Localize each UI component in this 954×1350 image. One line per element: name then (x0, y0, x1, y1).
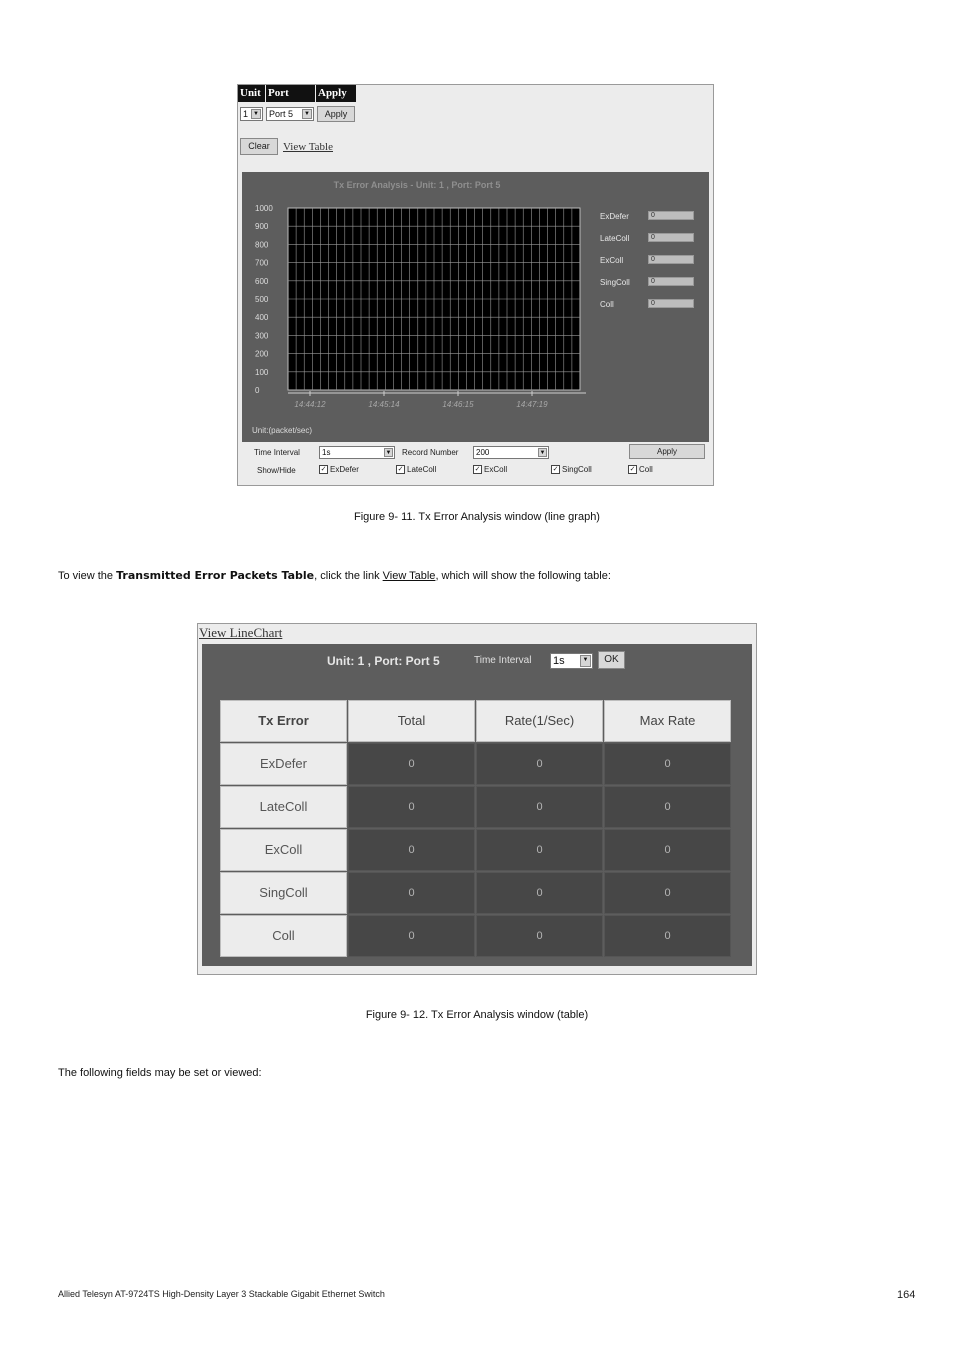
time-interval-select[interactable]: 1s ▼ (319, 446, 395, 459)
y-tick-label: 0 (255, 386, 260, 395)
row-label-coll: Coll (220, 915, 347, 957)
port-header: Port (266, 85, 315, 102)
unit-select[interactable]: 1 ▼ (240, 107, 263, 121)
row-label-exdefer: ExDefer (220, 743, 347, 785)
row-label-singcoll: SingColl (220, 872, 347, 914)
check-icon: ✓ (552, 466, 559, 474)
cell-rate: 0 (476, 743, 603, 785)
y-tick-label: 700 (255, 258, 269, 268)
check-icon: ✓ (397, 466, 404, 474)
x-tick-label: 14:46:15 (442, 400, 474, 409)
record-number-label: Record Number (402, 448, 459, 457)
col-header-tx-error: Tx Error (220, 700, 347, 742)
ok-button[interactable]: OK (598, 651, 625, 669)
unit-header: Unit (238, 85, 265, 102)
checkbox-coll[interactable]: ✓ Coll (629, 465, 653, 474)
check-icon: ✓ (320, 466, 327, 474)
y-tick-label: 300 (255, 331, 269, 341)
y-tick-label: 100 (255, 367, 269, 377)
legend-coll-label: Coll (600, 300, 614, 309)
checkbox-excoll[interactable]: ✓ ExColl (474, 465, 508, 474)
legend-excoll-label: ExColl (600, 256, 624, 265)
y-tick-label: 800 (255, 240, 269, 250)
controls-apply-button[interactable]: Apply (629, 444, 705, 459)
cell-max-rate: 0 (604, 829, 731, 871)
cell-total: 0 (348, 915, 475, 957)
cell-max-rate: 0 (604, 915, 731, 957)
legend-latecoll-value: 0 (648, 233, 694, 242)
legend-coll-value: 0 (648, 299, 694, 308)
y-tick-label: 200 (255, 349, 269, 359)
table-title: Unit: 1 , Port: Port 5 (327, 654, 440, 668)
checkbox-exdefer[interactable]: ✓ ExDefer (320, 465, 359, 474)
y-tick-label: 600 (255, 276, 269, 286)
check-icon: ✓ (474, 466, 481, 474)
page-number: 164 (897, 1289, 916, 1301)
footer-product: Allied Telesyn AT-9724TS High-Density Layer 3 Stackable Gigabit Ethernet Switch (58, 1289, 385, 1299)
cell-rate: 0 (476, 829, 603, 871)
checkbox-latecoll[interactable]: ✓ LateColl (397, 465, 437, 474)
view-linechart-link[interactable]: View LineChart (199, 625, 283, 640)
cell-max-rate: 0 (604, 743, 731, 785)
y-tick-label: 900 (255, 222, 269, 232)
row-label-latecoll: LateColl (220, 786, 347, 828)
apply-header: Apply (316, 85, 356, 102)
cell-max-rate: 0 (604, 872, 731, 914)
table-panel (202, 644, 752, 966)
port-select[interactable]: Port 5 ▼ (266, 107, 314, 121)
unit-label: Unit:(packet/sec) (252, 426, 313, 435)
chevron-down-icon: ▼ (302, 109, 312, 119)
paragraph-view-table: To view the Transmitted Error Packets Table, click the link View Table, which will show the following table: (58, 569, 611, 582)
chevron-down-icon: ▼ (580, 655, 591, 667)
cell-total: 0 (348, 829, 475, 871)
y-tick-label: 1000 (255, 204, 273, 213)
row-label-excoll: ExColl (220, 829, 347, 871)
table-time-interval-label: Time Interval (474, 655, 532, 666)
x-tick-label: 14:44:12 (294, 400, 326, 409)
line-chart (242, 172, 594, 417)
clear-button[interactable]: Clear (240, 138, 278, 155)
tx-error-table-window (197, 623, 757, 975)
chevron-down-icon: ▼ (251, 109, 261, 119)
table-time-interval-select[interactable]: 1s ▼ (550, 653, 593, 669)
legend-excoll-value: 0 (648, 255, 694, 264)
y-tick-label: 400 (255, 313, 269, 323)
legend-latecoll-label: LateColl (600, 234, 630, 243)
caption-figure-2: Figure 9- 12. Tx Error Analysis window (table) (365, 1009, 589, 1021)
checkbox-singcoll[interactable]: ✓ SingColl (552, 465, 592, 474)
col-header-rate: Rate(1/Sec) (476, 700, 603, 742)
graph-panel (242, 172, 709, 442)
cell-total: 0 (348, 743, 475, 785)
legend-exdefer-label: ExDefer (600, 212, 629, 221)
cell-rate: 0 (476, 872, 603, 914)
time-interval-label: Time Interval (254, 448, 300, 457)
legend-singcoll-value: 0 (648, 277, 694, 286)
chevron-down-icon: ▼ (539, 450, 546, 456)
legend-singcoll-label: SingColl (600, 278, 630, 287)
legend-exdefer-value: 0 (648, 211, 694, 220)
view-table-link[interactable]: View Table (283, 141, 333, 153)
apply-button[interactable]: Apply (317, 106, 355, 122)
caption-figure-1: Figure 9- 11. Tx Error Analysis window (line graph) (354, 511, 600, 523)
cell-rate: 0 (476, 786, 603, 828)
graph-controls (242, 442, 709, 482)
chart-title: Tx Error Analysis - Unit: 1 , Port: Port 5 (333, 180, 501, 190)
record-number-select[interactable]: 200 ▼ (473, 446, 549, 459)
y-tick-label: 500 (255, 295, 269, 304)
cell-total: 0 (348, 786, 475, 828)
check-icon: ✓ (629, 466, 636, 474)
show-hide-label: Show/Hide (257, 466, 296, 475)
cell-max-rate: 0 (604, 786, 731, 828)
cell-total: 0 (348, 872, 475, 914)
col-header-max-rate: Max Rate (604, 700, 731, 742)
x-tick-label: 14:45:14 (368, 400, 400, 409)
paragraph-fields: The following fields may be set or viewed: (58, 1067, 262, 1079)
col-header-total: Total (348, 700, 475, 742)
tx-error-graph-window (237, 84, 714, 486)
chevron-down-icon: ▼ (385, 450, 392, 456)
cell-rate: 0 (476, 915, 603, 957)
view-table-inline-link[interactable]: View Table (382, 570, 436, 582)
x-tick-label: 14:47:19 (516, 400, 548, 409)
